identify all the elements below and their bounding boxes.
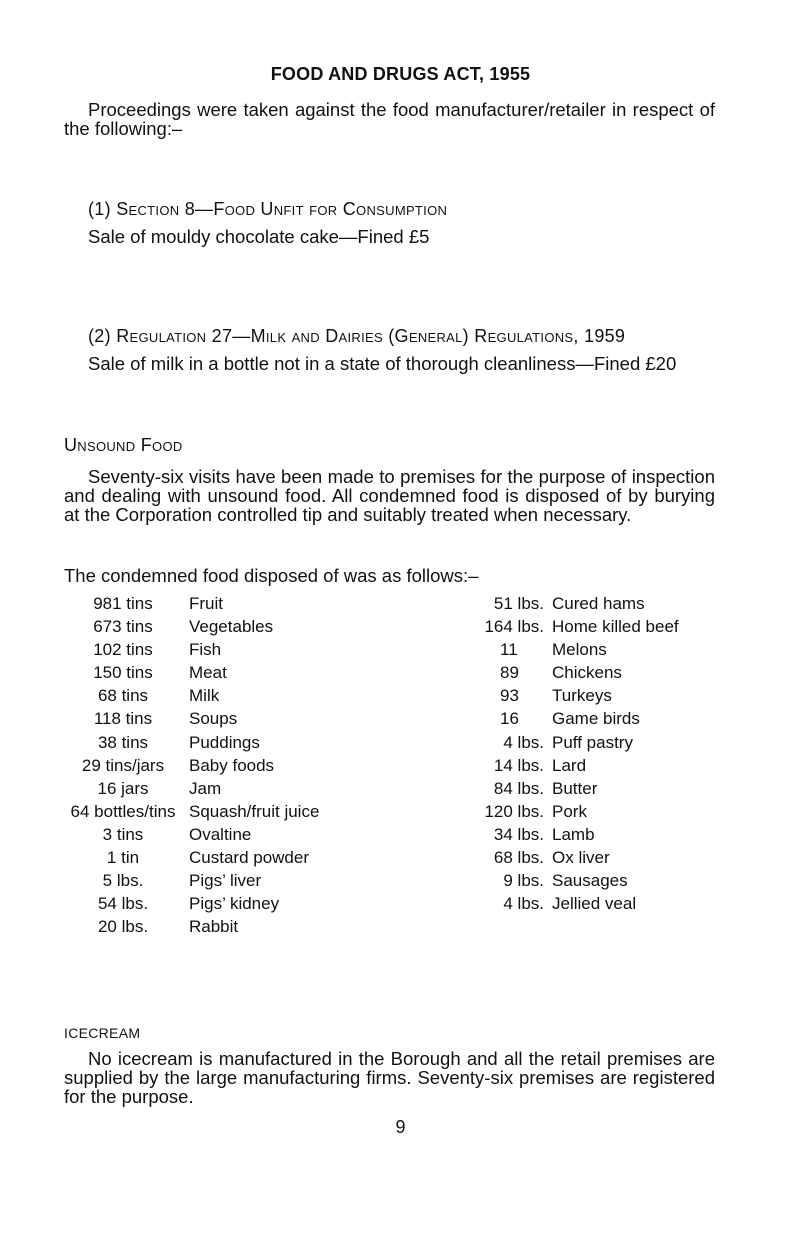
- page-title: FOOD AND DRUGS ACT, 1955: [270, 64, 531, 84]
- food-item: Pigs’ kidney: [189, 894, 280, 914]
- food-quantity: 673 tins: [93, 617, 153, 637]
- icecream-heading: ICECREAM: [64, 1025, 141, 1041]
- food-item: Baby foods: [189, 755, 275, 775]
- food-item: Vegetables: [189, 617, 274, 637]
- food-row: [64, 709, 394, 732]
- food-item: Custard powder: [189, 848, 310, 868]
- intro-paragraph: Proceedings were taken against the food manufacturer/retailer in respect of the following:–: [64, 99, 715, 139]
- left-food-table: [64, 594, 394, 940]
- food-quantity: 118 tins: [93, 709, 153, 729]
- food-quantity: 38 tins: [97, 732, 149, 752]
- food-quantity: 93: [500, 686, 519, 706]
- case1-heading: (1) Section 8—Food Unfit for Consumption: [88, 199, 448, 219]
- page-number: 9: [395, 1117, 406, 1137]
- food-quantity: 1 tin: [106, 848, 140, 868]
- food-row: [472, 594, 772, 617]
- food-quantity: 9 lbs.: [503, 871, 544, 891]
- food-row: [64, 663, 394, 686]
- food-item: Chickens: [552, 663, 622, 683]
- food-item: Fish: [189, 640, 222, 660]
- case1-detail: Sale of mouldy chocolate cake—Fined £5: [88, 226, 430, 247]
- food-row: [64, 871, 394, 894]
- food-item: Jam: [189, 778, 222, 798]
- food-item: Lard: [552, 755, 587, 775]
- food-quantity: 981 tins: [93, 594, 153, 613]
- unsound-food-heading: Unsound Food: [64, 435, 183, 455]
- food-item: Rabbit: [189, 917, 239, 937]
- unsound-food-paragraph: Seventy-six visits have been made to premises for the purpose of inspection and dealing with unsound food. All condemned food is disposed of by burying at the Corporation controlled tip and suitably treated when necessary.: [64, 466, 715, 525]
- food-quantity: 68 tins: [97, 686, 149, 706]
- food-quantity: 102 tins: [93, 640, 153, 660]
- food-item: Game birds: [552, 709, 640, 729]
- food-item: Lamb: [552, 824, 595, 844]
- food-row: [472, 617, 772, 640]
- right-food-table: [472, 594, 772, 917]
- food-item: Puddings: [189, 732, 260, 752]
- food-quantity: 5 lbs.: [102, 871, 144, 891]
- food-quantity: 4 lbs.: [503, 732, 544, 752]
- food-row: [472, 825, 772, 848]
- food-quantity: 120 lbs.: [484, 801, 544, 821]
- food-item: Jellied veal: [552, 894, 637, 914]
- food-quantity: 84 lbs.: [493, 778, 544, 798]
- food-item: Fruit: [189, 594, 223, 613]
- food-row: [64, 802, 394, 825]
- food-item: Turkeys: [552, 686, 612, 706]
- food-row: [64, 733, 394, 756]
- food-item: Puff pastry: [552, 732, 633, 752]
- food-row: [472, 640, 772, 663]
- case2-detail: Sale of milk in a bottle not in a state of thorough cleanliness—Fined £20: [88, 353, 677, 374]
- food-item: Sausages: [552, 871, 628, 891]
- food-row: [64, 640, 394, 663]
- food-quantity: 51 lbs.: [493, 594, 544, 613]
- food-row: [472, 848, 772, 871]
- food-quantity: 14 lbs.: [493, 755, 544, 775]
- food-item: Soups: [189, 709, 238, 729]
- food-quantity: 68 lbs.: [493, 848, 544, 868]
- food-quantity: 150 tins: [93, 663, 153, 683]
- food-item: Squash/fruit juice: [189, 801, 320, 821]
- food-row: [472, 663, 772, 686]
- food-row: [64, 779, 394, 802]
- food-row: [64, 917, 394, 940]
- food-quantity: 16 jars: [97, 778, 149, 798]
- food-row: [472, 779, 772, 802]
- food-row: [472, 756, 772, 779]
- food-row: [472, 733, 772, 756]
- food-item: Pigs’ liver: [189, 871, 262, 891]
- food-quantity: 20 lbs.: [97, 917, 149, 937]
- food-quantity: 29 tins/jars: [81, 755, 165, 775]
- food-item: Milk: [189, 686, 220, 706]
- food-row: [64, 594, 394, 617]
- food-row: [472, 686, 772, 709]
- food-row: [64, 894, 394, 917]
- icecream-paragraph: No icecream is manufactured in the Borough and all the retail premises are supplied by the large manufacturing firms. Seventy-six premises are registered for the purpose.: [64, 1048, 715, 1107]
- food-item: Ovaltine: [189, 824, 252, 844]
- food-quantity: 54 lbs.: [97, 894, 149, 914]
- food-quantity: 16: [500, 709, 519, 729]
- food-row: [472, 871, 772, 894]
- food-row: [472, 709, 772, 732]
- case2-heading: (2) Regulation 27—Milk and Dairies (General) Regulations, 1959: [88, 326, 626, 346]
- food-item: Pork: [552, 801, 587, 821]
- food-row: [64, 756, 394, 779]
- food-row: [64, 825, 394, 848]
- food-quantity: 11: [500, 640, 518, 660]
- food-item: Home killed beef: [552, 617, 679, 637]
- food-quantity: 4 lbs.: [503, 894, 544, 914]
- food-quantity: 89: [500, 663, 519, 683]
- food-row: [64, 848, 394, 871]
- food-item: Butter: [552, 778, 598, 798]
- food-quantity: 3 tins: [102, 824, 144, 844]
- food-row: [472, 802, 772, 825]
- food-quantity: 64 bottles/tins: [70, 801, 176, 821]
- food-row: [64, 686, 394, 709]
- food-item: Ox liver: [552, 848, 610, 868]
- list-intro: The condemned food disposed of was as follows:–: [64, 565, 479, 586]
- food-row: [472, 894, 772, 917]
- food-item: Melons: [552, 640, 607, 660]
- food-item: Cured hams: [552, 594, 645, 613]
- food-quantity: 34 lbs.: [493, 824, 544, 844]
- food-item: Meat: [189, 663, 227, 683]
- food-row: [64, 617, 394, 640]
- food-quantity: 164 lbs.: [484, 617, 544, 637]
